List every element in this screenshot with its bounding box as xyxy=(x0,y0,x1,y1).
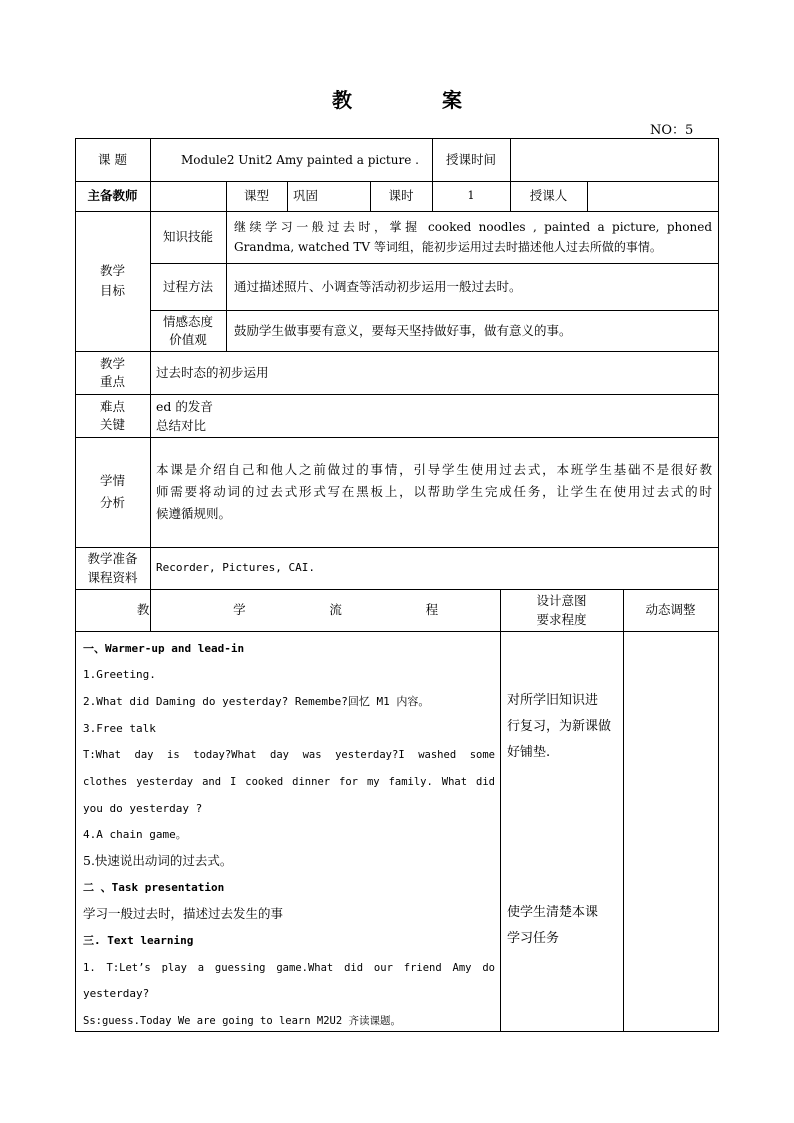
flow-line-12: 三. Text learning xyxy=(83,934,194,947)
class-time-value[interactable] xyxy=(510,138,718,181)
topic-label: 课 题 xyxy=(98,151,127,167)
lesson-type-value: 巩固 xyxy=(293,188,319,203)
knowledge-label: 知识技能 xyxy=(162,229,213,244)
analysis-value: 本课是介绍自己和他人之前做过的事情，引导学生使用过去式，本班学生基础不是很好教 师需要将动词的过去式形式写在黑板上，以帮助学生完成任务，让学生在使用过去式的时 候遵循规则。 xyxy=(156,462,712,521)
flow-line-5: T:What day is today?What day was yesterday?I washed some xyxy=(83,749,495,761)
process-value: 通过描述照片、小调查等活动初步运用一般过去时。 xyxy=(234,278,522,294)
lesson-type-label: 课型 xyxy=(243,188,269,203)
title-char-2: 案 xyxy=(442,88,462,112)
flow-header-char-4: 程 xyxy=(425,602,439,617)
flow-header xyxy=(75,589,500,631)
focus-label: 教学 重点 xyxy=(99,355,125,389)
flow-line-13: 1. T:Let’s play a guessing game.What did our friend Amy do xyxy=(83,962,495,974)
flow-line-2: 1.Greeting. xyxy=(83,668,156,681)
flow-header-char-2: 学 xyxy=(233,602,246,617)
flow-line-9: 5.快速说出动词的过去式。 xyxy=(83,853,233,868)
class-time-label: 授课时间 xyxy=(445,151,496,167)
prep-label: 教学准备 课程资料 xyxy=(87,551,138,585)
adjust-header: 动态调整 xyxy=(645,602,696,617)
main-teacher-value[interactable] xyxy=(150,181,226,211)
flow-line-4: 3.Free talk xyxy=(83,722,156,735)
flow-header-char-3: 流 xyxy=(329,602,342,617)
focus-value: 过去时态的初步运用 xyxy=(156,364,269,380)
lecturer-label: 授课人 xyxy=(529,188,568,203)
flow-line-10: 二 、Task presentation xyxy=(83,881,225,894)
design-note-task: 使学生清楚本课 学习任务 xyxy=(507,905,599,946)
flow-line-3: 2.What did Daming do yesterday? Remembe?回忆 M1 内容。 xyxy=(83,695,430,708)
flow-line-7: you do yesterday ? xyxy=(83,802,203,815)
class-hours-value: 1 xyxy=(467,189,475,202)
prep-value: Recorder, Pictures, CAI. xyxy=(156,561,315,574)
flow-line-6: clothes yesterday and I cooked dinner for my family. What did xyxy=(83,776,495,788)
design-note-review: 对所学旧知识进 行复习，为新课做 好铺垫. xyxy=(507,693,612,760)
flow-line-8: 4.A chain game。 xyxy=(83,828,187,841)
lecturer-value[interactable] xyxy=(587,181,718,211)
difficulty-value: ed 的发音 总结对比 xyxy=(156,398,213,433)
title-char-1: 教 xyxy=(332,88,352,112)
process-label: 过程方法 xyxy=(162,278,213,294)
emotion-label: 情感态度 价值观 xyxy=(162,313,213,347)
flow-line-11: 学习一般过去时，描述过去发生的事 xyxy=(83,906,284,921)
main-teacher-label: 主备教师 xyxy=(87,188,138,203)
flow-header-char-1: 教 xyxy=(136,602,150,617)
teaching-goals-label: 教学 目标 xyxy=(99,263,125,298)
difficulty-label: 难点 关键 xyxy=(99,398,125,432)
topic-value: Module2 Unit2 Amy painted a picture . xyxy=(181,152,419,167)
flow-line-15: Ss:guess.Today We are going to learn M2U2 齐读课题。 xyxy=(83,1015,402,1027)
lesson-plan-table xyxy=(75,138,719,1032)
flow-line-14: yesterday? xyxy=(83,987,150,1000)
analysis-label: 学情 分析 xyxy=(99,473,125,510)
flow-line-1: 一、Warmer-up and lead-in xyxy=(83,642,245,655)
knowledge-value: 继续学习一般过去时，掌握 cooked noodles , painted a picture, phoned Grandma, watched TV 等词组，能初步运用过去时描述他人过去所做的事情。 xyxy=(234,220,712,254)
document-number: NO：5 xyxy=(650,123,694,138)
page-title xyxy=(0,84,794,113)
emotion-value: 鼓励学生做事要有意义，要每天坚持做好事，做有意义的事。 xyxy=(234,322,572,338)
class-hours-label: 课时 xyxy=(388,188,414,203)
design-intent-header: 设计意图 要求程度 xyxy=(536,593,587,627)
